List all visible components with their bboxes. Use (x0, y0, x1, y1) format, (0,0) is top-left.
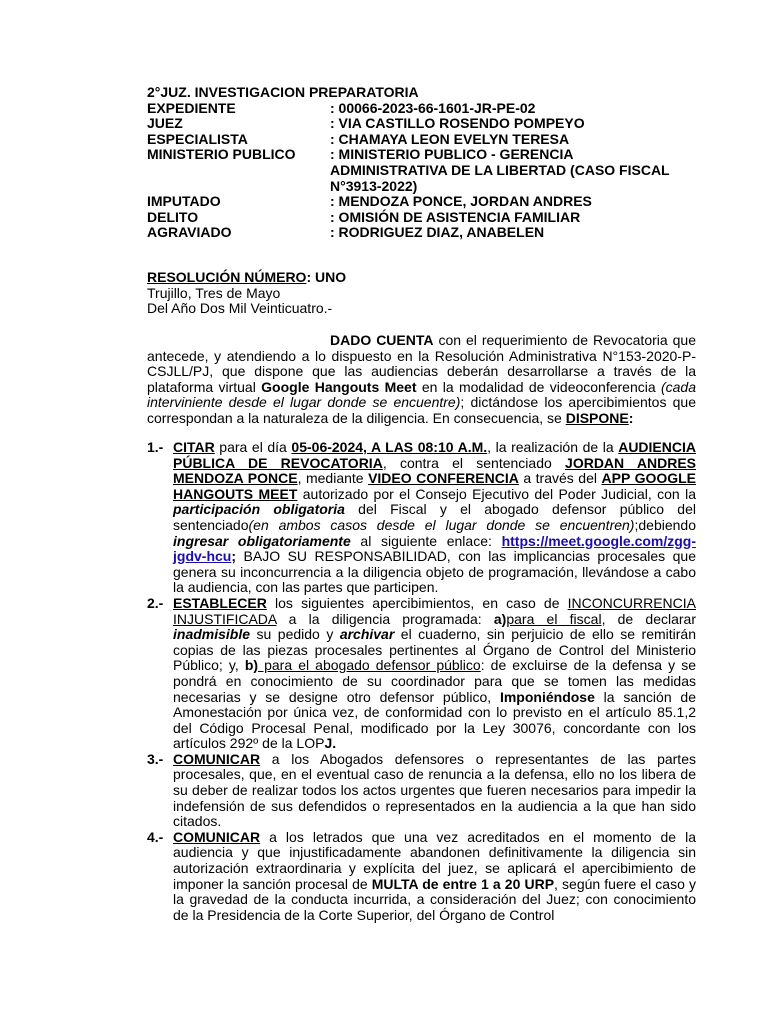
header-row-especialista (147, 132, 690, 148)
case-header (147, 85, 690, 241)
item-text: COMUNICAR a los letrados que una vez acreditados en el momento de la audiencia y que injustificadamente abandonen definitivamente la diligencia sin autorización extraordinaria y explícita del juez, se aplicará el apercibimiento de imponer la sanción procesal de MULTA de entre 1 a 20 URP, según fuere el caso y la gravedad de la conducta incurrida, a consideración del Juez; con conocimiento de la Presidencia de la Corte Superior, del Órgano de Control (173, 828, 696, 923)
item-number: 3.- (147, 750, 164, 767)
list-item (147, 440, 696, 596)
meeting-link[interactable]: https://meet.google.com/zgg-jgdv-hcu (173, 532, 697, 565)
list-item (147, 830, 696, 924)
header-key: EXPEDIENTE (147, 99, 236, 116)
item-number: 4.- (147, 828, 164, 845)
header-value: : RODRIGUEZ DIAZ, ANABELEN (330, 224, 545, 241)
header-row-expediente (147, 101, 690, 117)
place-date: Trujillo, Tres de Mayo (147, 284, 281, 301)
header-row-ministerio (147, 147, 690, 194)
header-value: : MINISTERIO PUBLICO - GERENCIA ADMINISTRATIVA DE LA LIBERTAD (CASO FISCAL N°3913-2022) (330, 146, 670, 194)
header-row-agraviado (147, 225, 690, 241)
header-value: : VIA CASTILLO ROSENDO POMPEYO (330, 115, 585, 132)
resolution-title: RESOLUCIÓN NÚMERO: UNO (147, 269, 347, 285)
year-line: Del Año Dos Mil Veinticuatro.- (147, 300, 333, 317)
header-value: : CHAMAYA LEON EVELYN TERESA (330, 130, 570, 147)
header-key: JUEZ (147, 115, 183, 132)
header-key: MINISTERIO PUBLICO (147, 146, 296, 163)
header-row-imputado (147, 194, 690, 210)
dispositions-list (147, 440, 696, 923)
item-number: 2.- (147, 594, 164, 611)
header-row-juez (147, 116, 690, 132)
item-text: ESTABLECER los siguientes apercibimientos, en caso de INCONCURRENCIA INJUSTIFICADA a la diligencia programada: a)para el fiscal, de declarar inadmisible su pedido y archivar el cuaderno, sin perjuicio de ello se remitirán copias de las piezas procesales pertinentes al Órgano de Control del Ministerio Público; y, b) para el abogado defensor público: de excluirse de la defensa y se pondrá en conocimiento de su coordinador para que se tomen las medidas necesarias y se designe otro defensor público, Imponiéndose la sanción de Amonestación por única vez, de conformidad con lo previsto en el artículo 85.1,2 del Código Procesal Penal, modificado por la Ley 30076, concordante con los artículos 292º de la LOPJ. (173, 594, 696, 752)
header-key: ESPECIALISTA (147, 130, 248, 147)
court-name: 2°JUZ. INVESTIGACION PREPARATORIA (147, 84, 419, 100)
header-key: DELITO (147, 208, 199, 225)
header-value: : OMISIÓN DE ASISTENCIA FAMILIAR (330, 208, 581, 225)
item-text: CITAR para el día 05-06-2024, A LAS 08:10 A.M., la realización de la AUDIENCIA PÚBLICA DE REVOCATORIA, contra el sentenciado JORDAN ANDRES MENDOZA PONCE, mediante VIDEO CONFERENCIA a través del APP GOOGLE HANGOUTS MEET autorizado por el Consejo Ejecutivo del Poder Judicial, con la participación obligatoria del Fiscal y el abogado defensor público del sentenciado(en ambos casos desde el lugar donde se encuentren);debiendo ingresar obligatoriamente al siguiente enlace: https://meet.google.com/zgg-jgdv-hcu; BAJO SU RESPONSABILIDAD, con las implicancias procesales que genera su inconcurrencia a la diligencia objeto de programación, llevándose a cabo la audiencia, con las partes que participen. (173, 439, 697, 596)
header-row-delito (147, 210, 690, 226)
item-number: 1.- (147, 439, 164, 455)
header-key: IMPUTADO (147, 193, 221, 210)
item-text: COMUNICAR a los Abogados defensores o representantes de las partes procesales, que, en el eventual caso de renuncia a la defensa, ello no los libera de su deber de realizar todos los actos urgentes que fueren necesarios para impedir la indefensión de sus defendidos o representados en la audiencia a la que han sido citados. (173, 750, 696, 830)
header-key: AGRAVIADO (147, 224, 232, 241)
header-value: : MENDOZA PONCE, JORDAN ANDRES (330, 193, 592, 210)
list-item (147, 596, 696, 752)
intro-paragraph: DADO CUENTA con el requerimiento de Revocatoria que antecede, y atendiendo a lo dispuesto en la Resolución Administrativa N°153-2020-P-CSJLL/PJ, que dispone que las audiencias deberán desarrollarse a través de la plataforma virtual Google Hangouts Meet en la modalidad de videoconferencia (cada interviniente desde el lugar donde se encuentre); dictándose los apercibimientos que correspondan a la naturaleza de la diligencia. En consecuencia, se DISPONE: (147, 332, 697, 426)
resolution-heading (147, 270, 346, 317)
list-item (147, 752, 696, 830)
header-value: : 00066-2023-66-1601-JR-PE-02 (330, 99, 536, 116)
